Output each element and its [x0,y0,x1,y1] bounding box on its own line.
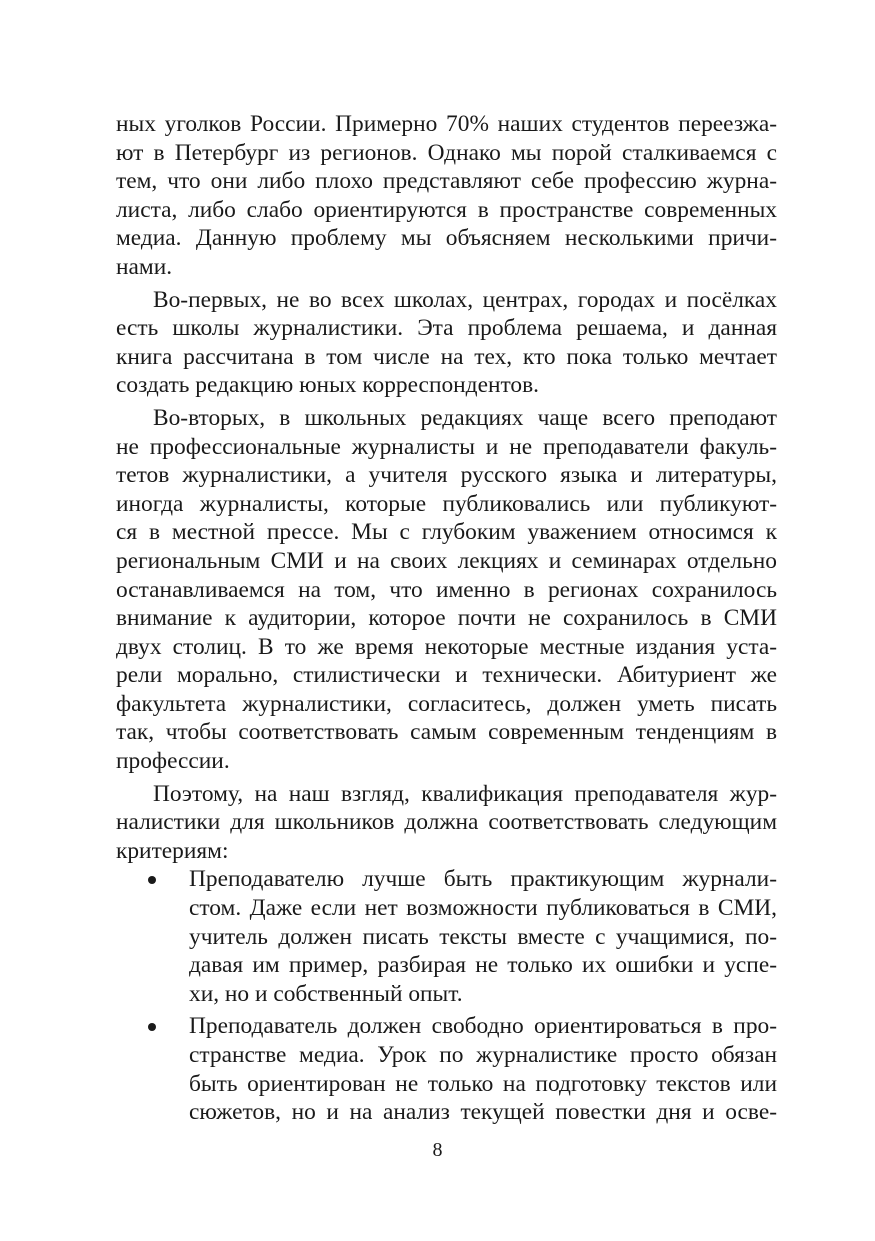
page-number: 8 [432,1139,443,1161]
paragraph-3 [116,404,777,776]
text-line: ных уголков России. Примерно 70% наших студентов переезжа- [116,111,777,137]
text-line: Во-первых, не во всех школах, центрах, городах и посёлках [153,286,777,313]
text-line: медиа. Данную проблему мы объясняем несколькими причи- [116,225,777,252]
bullet-item-1 [116,865,777,1008]
text-line: Преподавателю лучше быть практикующим журнали- [189,866,777,893]
text-line: критериям: [116,837,229,864]
text-line: нами. [116,253,173,280]
text-line: останавливаемся на том, что именно в регионах сохранилось [116,576,777,603]
text-line: двух столиц. В то же время некоторые местные издания уста- [116,633,777,660]
text-line: сюжетов, но и на анализ текущей повестки дня и осве- [189,1099,777,1126]
text-line: листа, либо слабо ориентируются в пространстве современных [116,196,777,223]
text-line: странстве медиа. Урок по журналистике просто обязан [189,1042,777,1068]
text-line: стом. Даже если нет возможности публиковаться в СМИ, [189,895,777,922]
text-line: так, чтобы соответствовать самым современным тенденциям в [116,719,777,746]
text-line: региональным СМИ и на своих лекциях и семинарах отдельно [116,547,777,574]
text-line: профессии. [116,748,230,775]
text-line: Во-вторых, в школьных редакциях чаще всего преподают [153,404,777,431]
text-line: хи, но и собственный опыт. [189,980,463,1007]
bullet-icon [148,876,156,884]
text-line: ют в Петербург из регионов. Однако мы порой сталкиваемся с [116,139,777,166]
text-line: книга рассчитана в том числе на тех, кто пока только мечтает [116,343,777,370]
text-line: тетов журналистики, а учителя русского языка и литературы, [116,462,777,489]
text-line: быть ориентирован не только на подготовку текстов или [189,1070,777,1097]
paragraph-1 [116,110,777,282]
bullet-icon [148,1023,156,1031]
text-line: есть школы журналистики. Эта проблема решаема, и данная [116,315,777,342]
text-line: Поэтому, на наш взгляд, квалификация преподавателя жур- [153,780,777,807]
text-line: не профессиональные журналисты и не преподаватели факуль- [116,433,777,460]
text-line: иногда журналисты, которые публиковались или публикуют- [116,490,777,517]
text-line: факультета журналистики, согласитесь, должен уметь писать [116,690,777,717]
text-line: рели морально, стилистически и технически. Абитуриент же [116,662,777,689]
body-text [116,110,777,1127]
paragraph-4 [116,780,777,866]
text-line: тем, что они либо плохо представляют себе профессию журна- [116,168,777,195]
text-line: давая им пример, разбирая не только их ошибки и успе- [189,952,777,979]
text-line: налистики для школьников должна соответствовать следующим [116,809,777,836]
text-line: учитель должен писать тексты вместе с учащимися, по- [189,923,777,950]
paragraph-2 [116,286,777,400]
text-line: создать редакцию юных корреспондентов. [116,372,539,399]
text-line: внимание к аудитории, которое почти не сохранилось в СМИ [116,605,777,632]
text-line: Преподаватель должен свободно ориентироваться в про- [189,1013,777,1040]
bullet-item-2 [116,1012,777,1126]
text-line: ся в местной прессе. Мы с глубоким уважением относимся к [116,519,777,546]
